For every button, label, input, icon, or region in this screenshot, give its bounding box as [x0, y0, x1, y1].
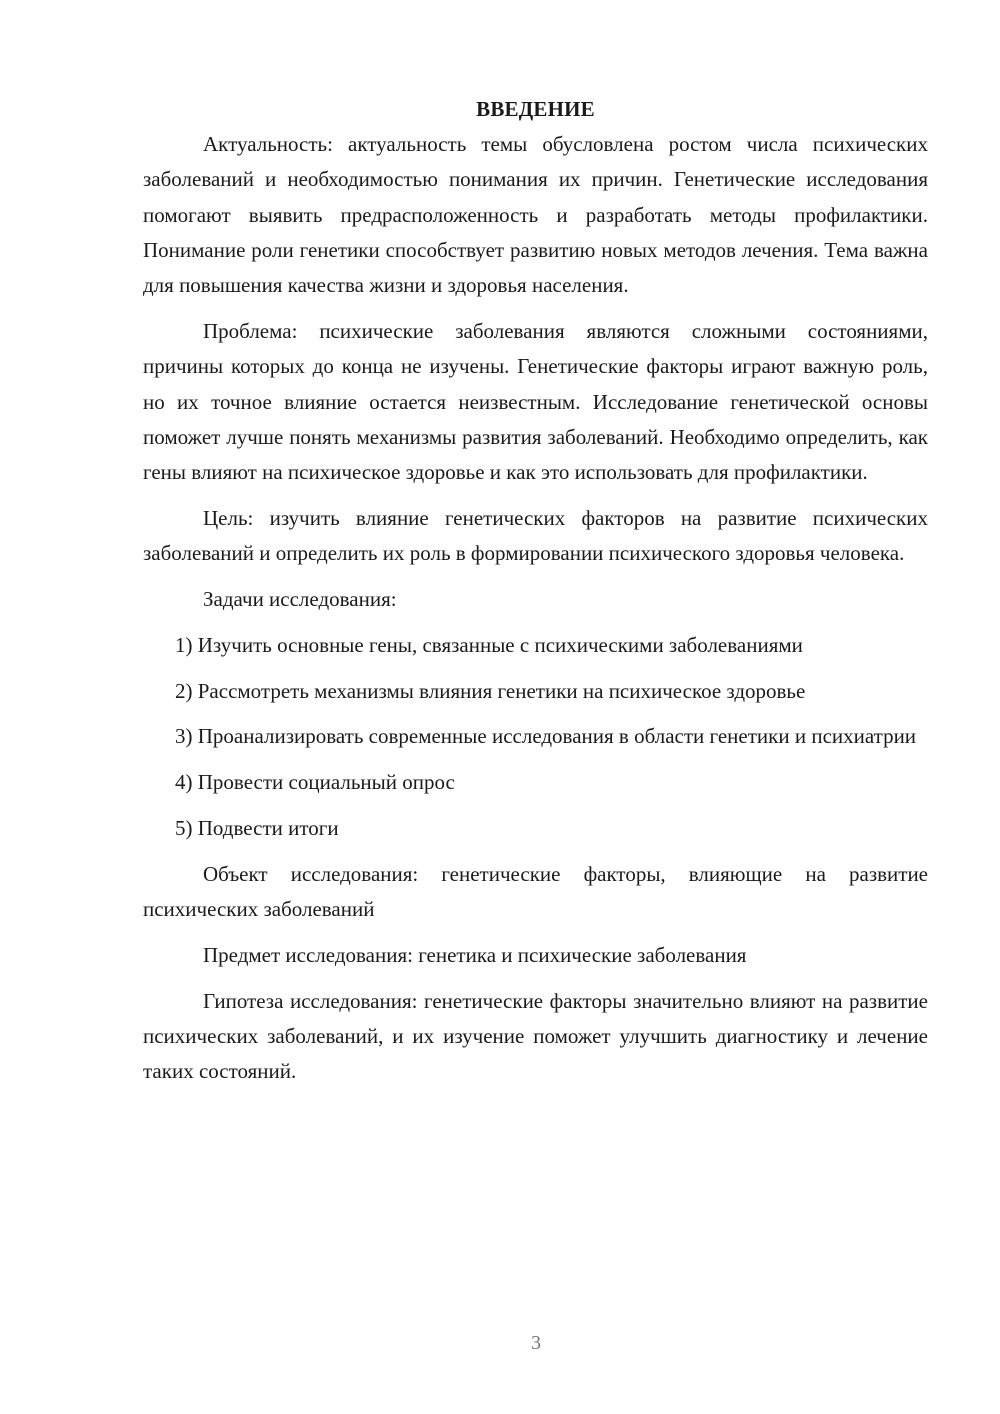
- section-title: ВВЕДЕНИЕ: [476, 97, 595, 121]
- task-item: 3) Проанализировать современные исследования в области генетики и психиатрии: [175, 724, 917, 749]
- subject-paragraph: Предмет исследования: генетика и психические заболевания: [203, 942, 747, 967]
- tasks-heading: Задачи исследования:: [203, 587, 397, 612]
- document-page: [143, 92, 928, 1100]
- page-number: 3: [531, 1332, 541, 1354]
- task-item: 5) Подвести итоги: [175, 816, 339, 841]
- object-paragraph: Объект исследования: генетические факторы, влияющие на развитие психических заболеваний: [143, 861, 928, 922]
- relevance-paragraph: Актуальность: актуальность темы обусловлена ростом числа психических заболеваний и необходимостью понимания их причин. Генетические исследования помогают выявить предрасположенность и разработать методы профилактики. Понимание роли генетики способствует развитию новых методов лечения. Тема важна для повышения качества жизни и здоровья населения.: [143, 132, 928, 298]
- task-item: 2) Рассмотреть механизмы влияния генетики на психическое здоровье: [175, 678, 806, 703]
- problem-paragraph: Проблема: психические заболевания являются сложными состояниями, причины которых до конца не изучены. Генетические факторы играют важную роль, но их точное влияние остается неизвестным. Исследование генетической основы поможет лучше понять механизмы развития заболеваний. Необходимо определить, как гены влияют на психическое здоровье и как это использовать для профилактики.: [143, 318, 928, 485]
- task-item: 1) Изучить основные гены, связанные с психическими заболеваниями: [175, 632, 803, 657]
- task-item: 4) Провести социальный опрос: [175, 770, 455, 795]
- hypothesis-paragraph: Гипотеза исследования: генетические факторы значительно влияют на развитие психических заболеваний, и их изучение поможет улучшить диагностику и лечение таких состояний.: [143, 988, 928, 1084]
- goal-paragraph: Цель: изучить влияние генетических факторов на развитие психических заболеваний и определить их роль в формировании психического здоровья человека.: [143, 505, 928, 566]
